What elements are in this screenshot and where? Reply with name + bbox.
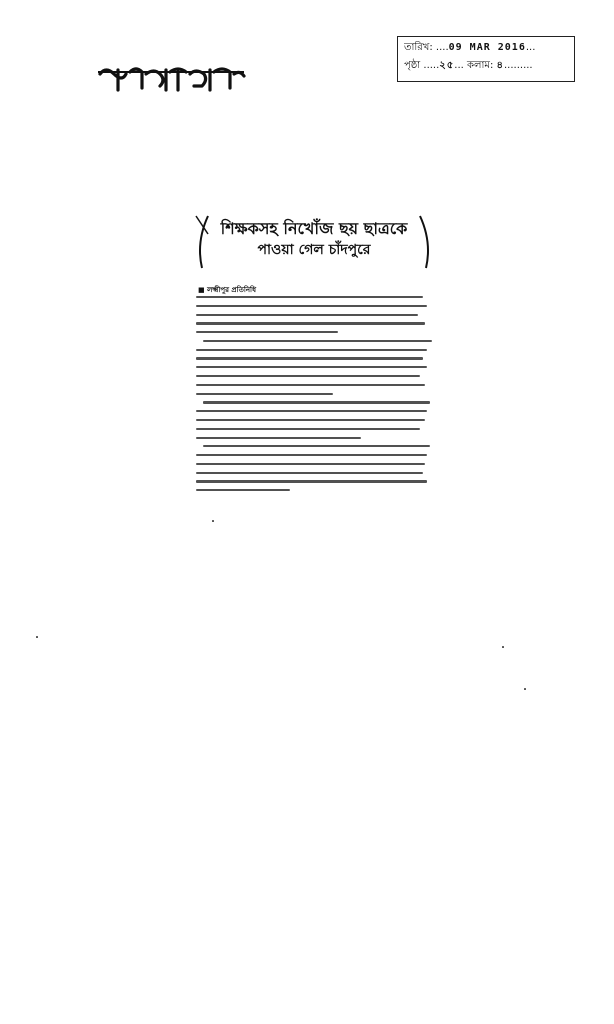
stamp-column-value: ৪: [496, 60, 504, 71]
article-byline: ■ লক্ষ্মীপুর প্রতিনিধি: [198, 286, 256, 294]
scan-speck: [36, 636, 38, 638]
stamp-page-row: পৃষ্ঠা .....২৫... কলাম: ৪.........: [404, 60, 533, 71]
scan-speck: [524, 688, 526, 690]
news-article-clipping: [196, 212, 432, 514]
headline-line-2: পাওয়া গেল চাঁদপুরে: [257, 242, 371, 258]
article-headline: [196, 212, 432, 260]
article-body-text: [196, 296, 432, 498]
stamp-date-row: তারিখ: ....09 MAR 2016...: [404, 42, 536, 53]
stamp-column-label: কলাম: [467, 60, 490, 71]
newspaper-masthead-logo: [96, 60, 246, 96]
stamp-page-value: ২৫: [439, 60, 455, 71]
scan-speck: [502, 646, 504, 648]
stamp-date-value: 09 MAR 2016: [448, 42, 526, 53]
headline-line-1: শিক্ষকসহ নিখোঁজ ছয় ছাত্রকে: [220, 219, 408, 238]
clipping-stamp: [397, 36, 575, 82]
scan-speck: [212, 520, 214, 522]
stamp-page-label: পৃষ্ঠা: [404, 60, 421, 71]
byline-text: লক্ষ্মীপুর প্রতিনিধি: [207, 286, 256, 294]
stamp-date-label: তারিখ: [404, 42, 430, 53]
